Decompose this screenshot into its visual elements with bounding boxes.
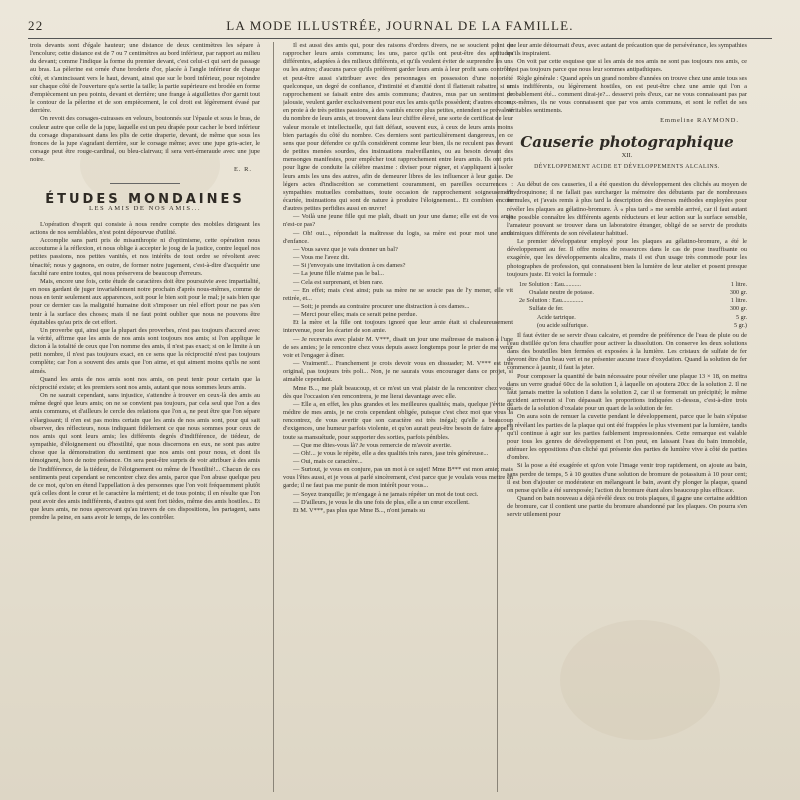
paragraph: — Oh! oui..., répondait la maîtresse du logis, sa mère est pour moi une amie d'enfance. xyxy=(283,229,513,245)
section-subtitle: DÉVELOPPEMENT ACIDE ET DÉVELOPPEMENTS ALCALINS. xyxy=(534,163,720,170)
paragraph: Quand les amis de nos amis sont nos amis, on peut tenir pour certain que la réciprocité existe; et les premiers sont nos amis, autant que nous sommes leurs amis. xyxy=(30,375,260,391)
section-number: XII. xyxy=(621,151,633,159)
paragraph: — Vous savez que je vais donner un bal? xyxy=(293,245,398,253)
page-header xyxy=(28,18,772,36)
paragraph: — Soit; je prends au contraire procurer une distraction à ces dames... xyxy=(293,303,470,310)
section-title: Causerie photographique xyxy=(520,132,734,151)
formula-label: 1re Solution : Eau........... xyxy=(519,280,581,288)
formula-row xyxy=(507,322,747,330)
formula-label: (ou acide sulfurique. xyxy=(537,321,589,329)
paragraph: L'opération d'esprit qui consiste à nous rendre compte des mobiles dirigeant les actions de nos semblables, n'est point dépourvue d'utilité. xyxy=(30,220,260,236)
page-number: 22 xyxy=(28,18,44,33)
paragraph: — Elle a, en effet, les plus grandes et les meilleures qualités; mais, quelque j'évite de médire de mes amis, je ne crois cependant obligée, puisque c'est chez moi que vous la rencontrez, de vous avertir que son caractère est très inégal; qu'elle a beaucoup d'exigences, une humeur parfois violente, et qu'on aurait peut-être besoin de faire appel à toute sa mansuétude, pour supporter des sorties, parfois pénibles. xyxy=(283,400,513,441)
paragraph: Règle générale : Quand après un grand nombre d'années on trouve chez une amie tous ses amis indifférents, ou légèrement hostiles, on est peut-être chez une amie qui l'on a probablement été... comment dirai-je?... desservi près d'eux, car ne vous connaissant pas par eux-mêmes, ils ne vous connaissent que par vos amis communs, et sont le reflet de ses véritables sentiments. xyxy=(507,74,747,115)
paragraph: Il faut éviter de se servir d'eau calcaire, et prendre de préférence de l'eau de pluie ou de l'eau distillée qu'on fera chauffer pour activer la dissolution. On conserve les deux solutions dans des bouteilles bien fermées et exposées à la lumière. Les cristaux de sulfate de fer devront être d'un beau vert et ne présenter aucune trace d'oxydation. Quand la solution de fer commence à jaunir, il faut la jeter. xyxy=(507,331,747,372)
paragraph: Si la pose a été exagérée et qu'on voie l'image venir trop rapidement, on ajoute au bain, sans perdre de temps, 5 à 10 gouttes d'une solution de bromure de potassium à 10 pour cent; il est bon d'ajouter ce modérateur en mélangeant le bain, avant d'y plonger la plaque, quand on pense qu'elle a été surexposée; l'action du bromure étant alors beaucoup plus efficace. xyxy=(507,462,747,494)
journal-title: LA MODE ILLUSTRÉE, JOURNAL DE LA FAMILLE. xyxy=(226,18,574,33)
paragraph: — Vraiment!... Franchement je crois devoir vous en dissuader; M. V*** est très original, pas toujours très poli... Non, je ne saurais vous encourager dans ce projet, si aimable cependant. xyxy=(283,360,513,384)
column-3 xyxy=(507,42,747,794)
header-rule xyxy=(28,38,772,39)
section-subtitle: LES AMIS DE NOS AMIS... xyxy=(89,204,201,212)
paragraph: que leur amie détournait d'eux, avec autant de précaution que de persévérance, les sympathies qu'ils inspiraient. xyxy=(507,42,747,58)
formula-amount: 5 gr. xyxy=(736,313,747,321)
paragraph: — Je recevrais avec plaisir M. V***, disait un jour une maîtresse de maison à l'une de ses amies; je le rencontre chez vous depuis assez longtemps pour le prier de me venir voir et l'engager à dîner. xyxy=(283,335,513,359)
developer-formula xyxy=(507,281,747,330)
formula-amount: 300 gr. xyxy=(729,289,747,297)
signature: E. R. xyxy=(234,166,252,174)
paragraph: — Voilà une jeune fille qui me plaît, disait un jour une dame; elle est de vos amis n'est-ce pas? xyxy=(283,213,513,229)
paragraph: — Si j'envoyais une invitation à ces dames? xyxy=(293,262,406,270)
formula-label: Oxalate neutre de potasse. xyxy=(529,289,594,297)
paragraph: On voit par cette esquisse que si les amis de nos amis ne sont pas toujours nos amis, ce n'est pas toujours parce que nous leur sommes antipathiques. xyxy=(507,58,747,74)
paragraph: Quand on bain nouveau a déjà révélé deux ou trois plaques, il gagne une certaine addition de bromure, car il contient une partie du bromure abandonné par les plaques. On pourra s'en servir utilement pour xyxy=(507,494,747,519)
formula-row xyxy=(507,289,747,297)
formula-row xyxy=(507,305,747,313)
formula-label: 2e Solution : Eau.............. xyxy=(519,297,584,305)
paragraph: Et M. V***, pas plus que Mme B..., n'ont jamais su xyxy=(293,506,426,514)
formula-amount: 5 gr.) xyxy=(733,321,747,329)
formula-row xyxy=(507,281,747,289)
column-1 xyxy=(30,42,260,794)
paragraph: Un proverbe qui, ainsi que la plupart des proverbes, n'est pas toujours d'accord avec la vérité, affirme que les amis de nos amis sont toujours nos amis; si l'on applique le dicton à la totalité de ceux que l'on nomme des amis, il n'est pas exact; si on le limite à un petit nombre, il n'est pas toujours exact, en ce sens que la réciprocité n'est pas toujours complète; car l'on a souvent des amis que l'on aime, et qui aiment moins qu'ils ne sont aimés. xyxy=(30,326,260,375)
paragraph: — Oui, mais ce caractère... xyxy=(293,457,363,465)
paragraph: Pour composer la quantité de bain nécessaire pour révéler une plaque 13 × 18, on mettra dans un verre gradué 60cc de la solution I, à laquelle on ajoutera 20cc de la solution 2. Il ne faut jamais mettre la solution I dans la solution 2, car il se formerait un précipité; le même accident arriverait si l'on dépassait les proportions indiquées ci-dessus, c'est-à-dire trois quarts de la solution d'oxalate pour un quart de la solution de fer. xyxy=(507,372,747,413)
paragraph: On aura soin de remuer la cuvette pendant le développement, parce que le bain s'épuise en révélant les parties de la plaque qui ont été frappées le plus vivement par la lumière, tandis qu'il continue à agir sur les parties faiblement impressionnées. Cette remarque est valable pour tous les genres de développement et l'on peut, en laissant l'eau du bain immobile, atténuer les oppositions d'un cliché qui présente des parties de lumière vive à côté de parties d'ombre. xyxy=(507,413,747,462)
paragraph: Accomplie sans parti pris de misanthropie ni d'optimisme, cette opération nous accoutume à la réflexion, et nous oblige à accepter le joug de la justice, contre lequel nos petites passions, nos petites vanités, et nos intérêts de tout ordre se révoltent avec ténacité; nous y gagnons, en outre, de former notre jugement, c'est-à-dire d'acquérir une faculté rare entre toutes, qui nous préservera de beaucoup d'erreurs. xyxy=(30,237,260,277)
paragraph: Mme B..., me plaît beaucoup, et ce m'est un vrai plaisir de la rencontrer chez vous; dès que l'occasion s'en rencontrera, je me lierai davantage avec elle. xyxy=(283,384,513,400)
paragraph: Il est aussi des amis qui, pour des raisons d'ordres divers, ne se soucient point de rapprocher leurs amis communs; les uns, parce qu'ils ont peut-être des aptitudes différentes, adaptées à des milieux différents, et qu'ils veulent éviter de surprendre les uns ou les autres; d'aucuns parce qu'ils préfèrent garder leurs amis à leur profit sans contrôle, et peut-être aussi s'attribuer avec des personnages en possession d'une notoriété quelconque, un degré de confiance, d'intimité et d'amitié dont il flatterait rabattre, si un rapprochement se faisait entre des amis communs; d'autres, mus par un sentiment de jalousie, veulent garder exclusivement pour eux les amis qu'ils possèdent; d'autres encore, en proie à de très petites passions, à des vanités encore plus petites, entendent se prévaloir du nombre de leurs amis, et trouvent dans leur chiffre élevé, une sorte de certificat de leur valeur morale et intellectuelle, qui fait défaut, souvent eux, à ceux de leurs amis moins bien partagés du côté du nombre. Ces derniers sont particulièrement dangereux, en ce sens que pour défendre ce qu'ils considèrent comme leur bien, ils ne reculent pas devant de petites menées sourdes, des insinuations malveillantes, ou au besoin devant des mensonges manifestes, pour empêcher tout rapprochement entre leurs amis. Ils ont pris pour ligne de conduite la célèbre maxime : diviser pour régner, et s'appliquent à isoler leurs amis les uns des autres, afin de demeurer libres de les influencer à leur guise. De légers actes d'indiscrétion se commettent couramment, en pareilles occurrences : sympathies mutuelles combattues, toute occasion de rapprochement soigneusement écartée, insinuations qui sont de nature à produire l'éloignement... Et combien encore d'autres petites perfidies aussi en œuvre! xyxy=(283,42,513,213)
paragraph: — Oh!... je vous le répète, elle a des qualités très rares, jase très généreuse... xyxy=(293,449,489,457)
formula-amount: 1 litre. xyxy=(730,280,747,288)
paragraph: Au début de ces causeries, il a été question du développement des clichés au moyen de l'hydroquinone; il ne fallait pas surcharger la mémoire des débutants par de nombreuses formules, et j'avais remis à plus tard la description des diverses méthodes employées pour révéler les plaques au gélatino-bromure. À « plus tard » me semble arrivé, car il faut autant que possible connaître les différents agents réducteurs et leur action sur la surface sensible, l'amateur pouvant se trouver dans un laboratoire étranger, obligé de se servir de produits chimiques différents de son révélateur habituel. xyxy=(507,181,747,237)
column-2 xyxy=(283,42,513,794)
paragraph: — Surtout, je vous en conjure, pas un mot à ce sujet! Mme B*** est mon amie; mais vous l'êtes aussi, et je vous ai parlé sincèrement, c'est parce que je voulais vous mettre en garde; il ne faut pas me punir de mon intérêt pour vous... xyxy=(283,466,513,490)
formula-label: Sulfate de fer. xyxy=(529,305,564,313)
paragraph: trois devants sont d'égale hauteur; une distance de deux centimètres les sépare à l'encolure; cette distance est de 7 ou 7 centimètres au bord inférieur, par rapport au milieu du devant; comme l'indique la forme du premier devant, c'est celui-ci qui sert de passage au bras. La pèlerine est ornée d'une broderie d'or, placée à l'angle inférieur de chaque côté, et s'amincissant vers le haut, devant, ainsi que sur le bord inférieur, pour rejoindre sur chaque côté de l'ouverture qu'a sertie la taille; la partie supérieure est brodée en forme d'empiècement un peu pointu, devant et derrière; une frange à aiguillettes d'or garnit tout le contour de la pèlerine et de son empiècement, le col droit est légèrement évasé par derrière. xyxy=(30,42,260,115)
formula-amount: 300 gr. xyxy=(729,305,747,313)
formula-label: Acide tartrique. xyxy=(537,313,576,321)
paragraph: — Soyez tranquille; je m'engage à ne jamais répéter un mot de tout ceci. xyxy=(293,490,479,498)
paragraph: — La jeune fille n'aime pas le bal... xyxy=(293,270,384,278)
formula-row xyxy=(507,314,747,322)
section-separator xyxy=(110,183,180,184)
paragraph: On ne saurait cependant, sans injustice, s'attendre à trouver en ceux-là des amis au même degré que leurs amis; on ne se convient pas toujours, par cela seul que l'on a des amis communs, et d'ailleurs le cercle des relations que l'on a, ne peut être que l'on sépare s'élargissant; il n'en est pas moins certain que les amis de nos amis sont, pour qui sait observer, des réflecteurs, nous indiquant fidèlement ce que nous sommes pour ceux de nos amis qui sont leurs amis; les différents degrés d'indifférence, de tiédeur, de sympathie, d'éloignement ou d'hostilité, que nous discernons en eux, ne sont pas autre chose que la démonstration du sentiment que nos amis ont pour nous, et dont ils témoignent, hors de notre présence. On sera peut-être surpris de voir attribuer à des amis de l'indifférence, de la tiédeur, de l'éloignement ou même de l'hostilité!... Chacun de ces sentiments peut cependant se rencontrer chez des amis, parce que l'on abuse quelque peu de ce mot, qu'on en étend l'appellation à des personnes que l'on voit fréquemment plutôt qu'à celles dont le cœur et le caractère la méritent; et de tous points; il en résulte que l'on peut avoir des amis indifférents, d'autres qui sont fort tièdes, même des amis hostiles... Et que leurs amis, ne nous apercevant qu'au travers de ces dispositions, les partagent, sans prendre la peine, en sans avoir le temps, de les contrôler. xyxy=(30,392,260,522)
paragraph: Mais, encore une fois, cette étude de caractères doit être poursuivie avec impartialité, en nous gardant de juger invariablement notre prochain d'après nous-mêmes, comme de nous en tenir seulement aux apparences, soit pour le bien soit pour le mal; je sais bien que pour ce dernier cas la malignité humaine doit s'imposer un réel effort pour ne pas s'en tenir à la surface des choses; mais il ne faut point oublier que nous ne pouvons être équitables qu'au prix de cet effort. xyxy=(30,277,260,326)
signature: Emmeline RAYMOND. xyxy=(660,117,739,125)
paragraph: — Que me dites-vous là? Je vous remercie de m'avoir avertie. xyxy=(293,441,452,449)
column-divider xyxy=(273,42,274,792)
paragraph: — Vous me l'avez dit. xyxy=(293,254,350,262)
paragraph: — En effet; mais c'est ainsi; puis sa mère ne se soucie pas de l'y mener, elle vit retirée, et... xyxy=(283,286,513,302)
paragraph: — Merci pour elles; mais ce serait peine perdue. xyxy=(293,311,418,319)
paragraph: Et la mère et la fille ont toujours ignoré que leur amie était si chaleureusement intervenue, pour les écarter de son amie. xyxy=(283,319,513,335)
paragraph: — Cela est surprenant, et bien rare. xyxy=(293,278,384,286)
section-title: ÉTUDES MONDAINES xyxy=(45,191,245,207)
paragraph: On revoit des corsages-cuirasses en velours, boutonnés sur l'épaule et sous le bras, de couleur autre que celle de la jupe, laquelle est un peu drapée pour cacher le bord inférieur du corsage disparaissant dans les plis de cette draperie, devant, de même que sous les fronces de la jupe s'agrafant derrière, sur le corsage même; avec une jupe gris-acier, le corsage peut être rouge-cardinal, ou bleu-clairvau; il sera vert-émeraude avec une jupe noire. xyxy=(30,115,260,164)
paragraph: Le premier développateur employé pour les plaques au gélatino-bromure, a été le développement au fer. Il offre moins de ressources dans le cas de pose insuffisante ou exagérée, que les développements alcalins, mais il est d'un usage très commode pour les photographes de profession, qui connaissent bien la lumière de leur atelier et posent presque toujours juste. Et voici la formule : xyxy=(507,238,747,278)
formula-amount: 1 litre. xyxy=(730,297,747,305)
paragraph: — D'ailleurs, je vous le dis une fois de plus, elle a un cœur excellent. xyxy=(293,498,470,506)
formula-row xyxy=(507,297,747,305)
